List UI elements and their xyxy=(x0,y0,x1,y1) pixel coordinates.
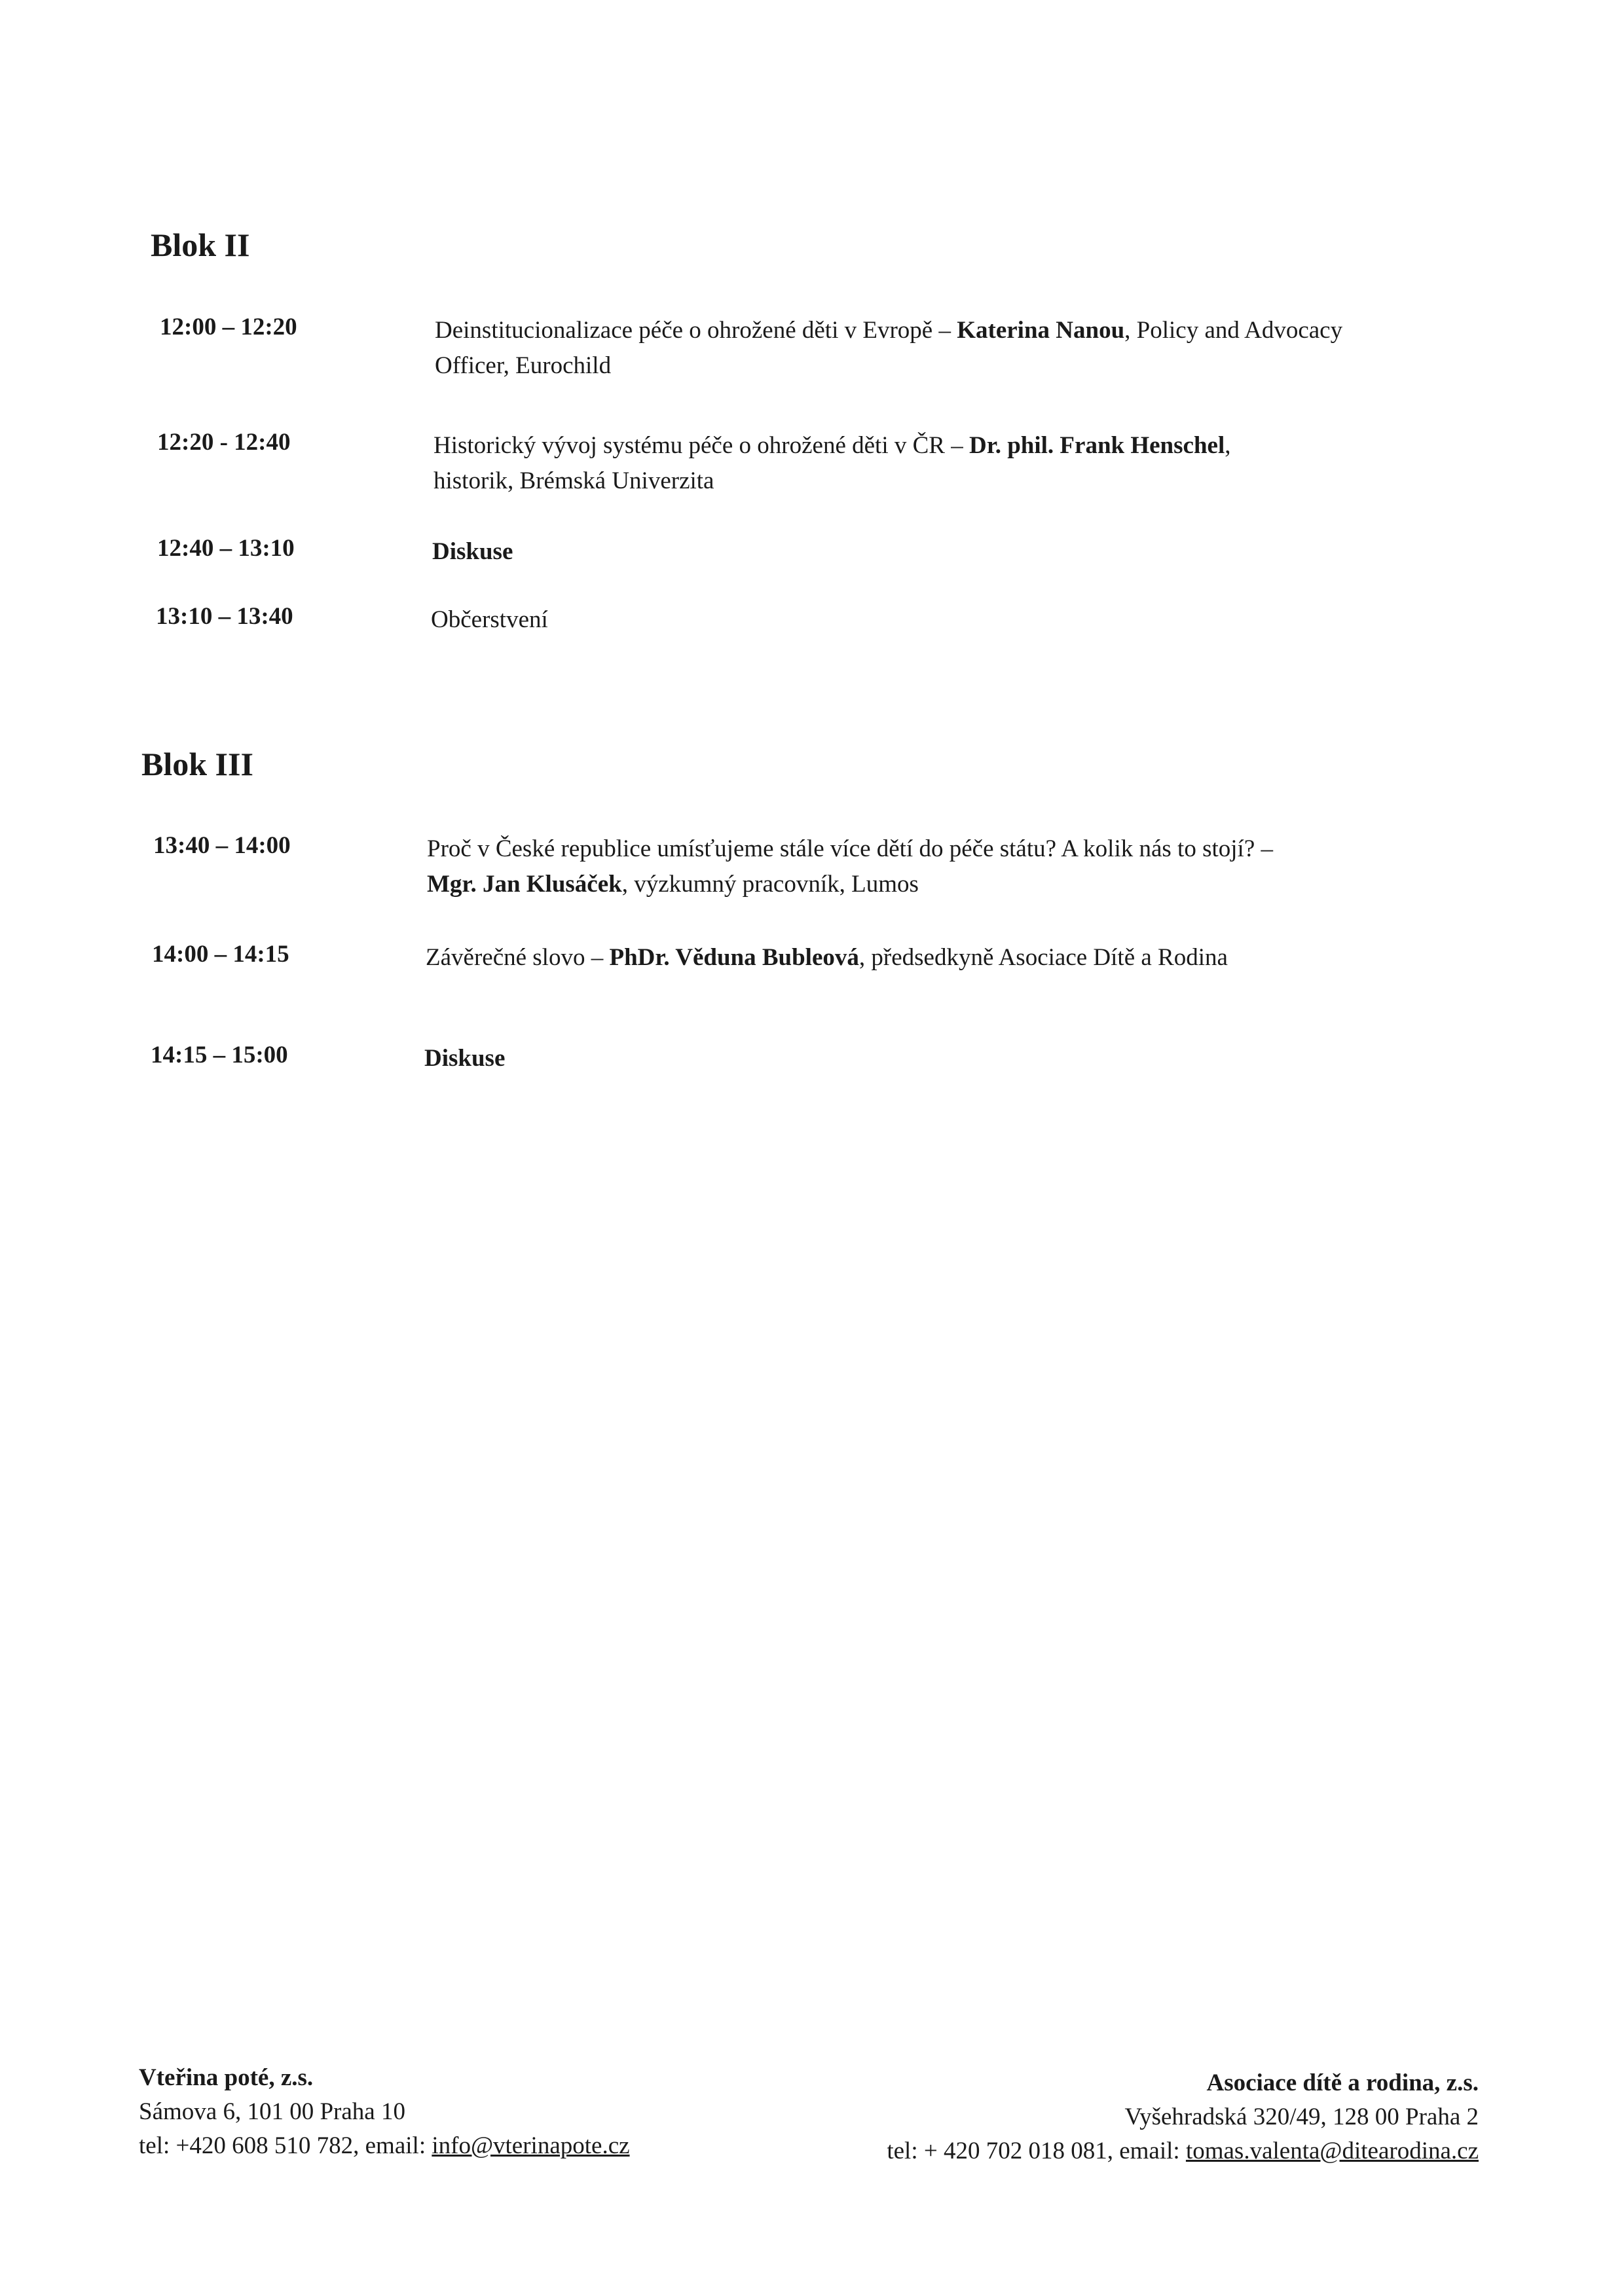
footer-right-phone: tel: + 420 702 018 081, email: xyxy=(887,2138,1186,2164)
footer-right-email-link[interactable]: tomas.valenta@ditearodina.cz xyxy=(1185,2138,1479,2164)
schedule-time: 14:15 – 15:00 xyxy=(151,1042,288,1068)
block-2-title: Blok II xyxy=(151,227,250,263)
description-bold: Diskuse xyxy=(424,1045,506,1072)
schedule-description xyxy=(424,1041,1387,1076)
schedule-time: 13:10 – 13:40 xyxy=(156,603,293,630)
schedule-time: 12:20 - 12:40 xyxy=(157,429,291,456)
schedule-description xyxy=(434,428,1252,499)
footer-right-address: Vyšehradská 320/49, 128 00 Praha 2 xyxy=(1124,2104,1479,2130)
speaker-name: Dr. phil. Frank Henschel xyxy=(969,432,1225,459)
description-bold: Diskuse xyxy=(432,538,513,565)
footer-right-org: Asociace dítě a rodina, z.s. xyxy=(1206,2069,1479,2096)
speaker-name: Mgr. Jan Klusáček xyxy=(427,871,622,898)
footer-left-address: Sámova 6, 101 00 Praha 10 xyxy=(139,2098,405,2125)
schedule-time: 14:00 – 14:15 xyxy=(152,941,289,968)
speaker-name: Katerina Nanou xyxy=(957,317,1125,344)
description-text: Závěrečné slovo – xyxy=(426,944,610,971)
schedule-description xyxy=(431,602,1393,638)
description-text: Proč v České republice umísťujeme stále více dětí do péče státu? A kolik nás to stojí? – xyxy=(427,835,1274,862)
footer-right-contact xyxy=(887,2066,1479,2168)
block-3-title: Blok III xyxy=(141,746,253,782)
footer-left-phone: tel: +420 608 510 782, email: xyxy=(139,2132,432,2159)
speaker-role: , historik, Brémská Univerzita xyxy=(434,432,1231,494)
footer-left-contact xyxy=(139,2061,630,2163)
footer-left-org: Vteřina poté, z.s. xyxy=(139,2064,314,2091)
schedule-description xyxy=(426,940,1408,975)
speaker-role: , Policy and Advocacy Officer, Eurochild xyxy=(435,317,1343,379)
description-text: Historický vývoj systému péče o ohrožené děti v ČR – xyxy=(434,432,969,459)
footer-right-contact-line xyxy=(887,2134,1479,2168)
schedule-description xyxy=(435,313,1397,384)
schedule-description xyxy=(432,534,1395,570)
footer-left-email-link[interactable]: info@vterinapote.cz xyxy=(432,2132,630,2159)
schedule-description xyxy=(427,831,1318,902)
schedule-time: 12:40 – 13:10 xyxy=(157,535,295,562)
description-text: Deinstitucionalizace péče o ohrožené děti v Evropě – xyxy=(435,317,957,344)
speaker-role: , předsedkyně Asociace Dítě a Rodina xyxy=(858,944,1228,971)
speaker-role: , výzkumný pracovník, Lumos xyxy=(621,871,919,898)
footer-left-contact-line xyxy=(139,2129,630,2163)
schedule-time: 12:00 – 12:20 xyxy=(160,314,297,340)
schedule-time: 13:40 – 14:00 xyxy=(153,832,291,859)
description-text: Občerstvení xyxy=(431,606,548,633)
speaker-name: PhDr. Věduna Bubleová xyxy=(609,944,859,971)
